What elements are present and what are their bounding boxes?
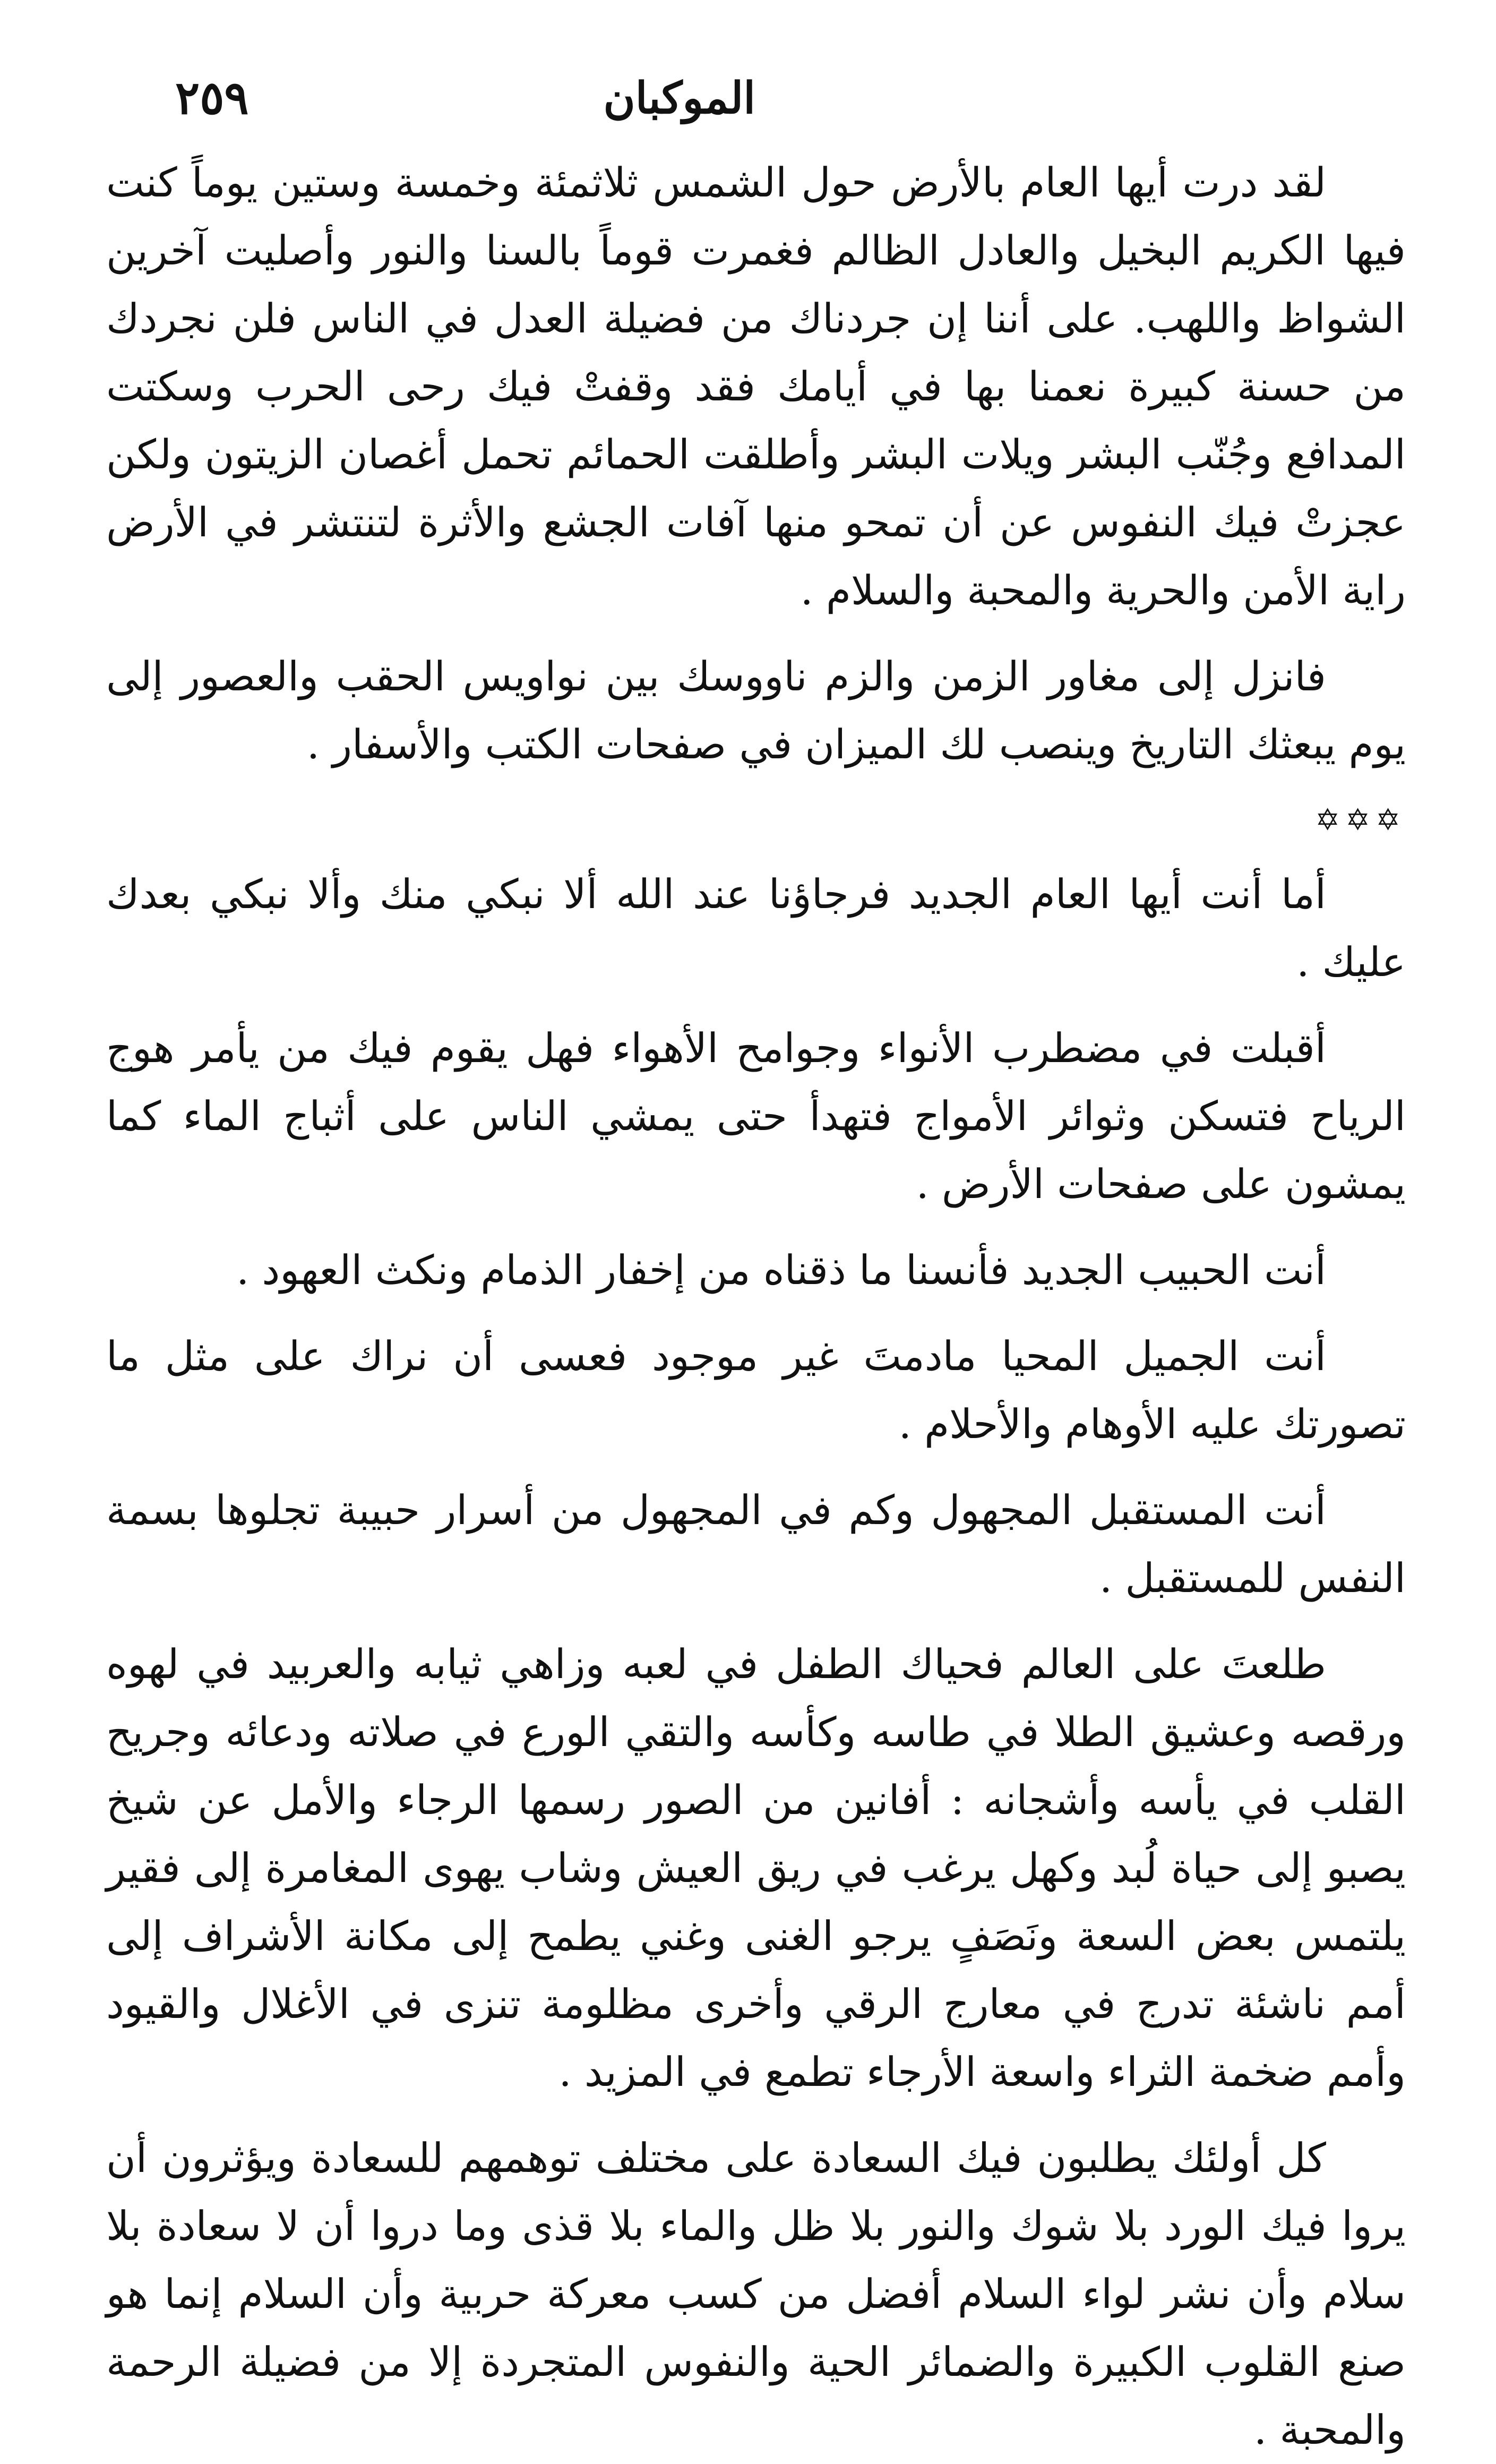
paragraph: أما أنت أيها العام الجديد فرجاؤنا عند الله ألا نبكي منك وألا نبكي بعدك عليك .	[106, 870, 1406, 986]
paragraph: أنت المستقبل المجهول وكم في المجهول من أسرار حبيبة تجلوها بسمة النفس للمستقبل .	[106, 1486, 1406, 1602]
running-header	[106, 69, 1406, 149]
paragraph: أنت الحبيب الجديد فأنسنا ما ذقناه من إخفار الذمام ونكث العهود .	[236, 1246, 1326, 1294]
page-number: ٢٥٩	[175, 71, 249, 125]
paragraph: فانزل إلى مغاور الزمن والزم ناووسك بين نواويس الحقب والعصور إلى يوم يبعثك التاريخ وينصب لك الميزان في صفحات الكتب والأسفار .	[106, 653, 1406, 768]
paragraph: كل أولئك يطلبون فيك السعادة على مختلف توهمهم للسعادة ويؤثرون أن يروا فيك الورد بلا شوك والنور بلا ظل والماء بلا قذى وما دروا أن لا سعادة بلا سلام وأن نشر لواء السلام أفضل من كسب معركة حربية وأن السلام إنما هو صنع القلوب الكبيرة والضمائر الحية والنفوس المتجردة إلا من فضيلة الرحمة والمحبة .	[106, 2134, 1406, 2453]
running-title: الموكبان	[603, 73, 755, 124]
paragraph: أقبلت في مضطرب الأنواء وجوامح الأهواء فهل يقوم فيك من يأمر هوج الرياح فتسكن وثوائر الأمواج فتهدأ حتى يمشي الناس على أثباج الماء كما يمشون على صفحات الأرض .	[106, 1024, 1406, 1208]
paragraph: لقد درت أيها العام بالأرض حول الشمس ثلاثمئة وخمسة وستين يوماً كنت فيها الكريم البخيل والعادل الظالم فغمرت قوماً بالسنا والنور وأصليت آخرين الشواظ واللهب. على أننا إن جردناك من فضيلة العدل في الناس فلن نجردك من حسنة كبيرة نعمنا بها في أيامك فقد وقفتْ فيك رحى الحرب وسكتت المدافع وجُنّب البشر ويلات البشر وأطلقت الحمائم تحمل أغصان الزيتون ولكن عجزتْ فيك النفوس عن أن تمحو منها آفات الجشع والأثرة لتنتشر في الأرض راية الأمن والحرية والمحبة والسلام .	[106, 159, 1406, 614]
section-break-ornament: ✡✡✡	[1315, 803, 1406, 837]
body-text	[106, 149, 1406, 2464]
paragraph: طلعتَ على العالم فحياك الطفل في لعبه وزاهي ثيابه والعربيد في لهوه ورقصه وعشيق الطلا في طاسه وكأسه والتقي الورع في صلاته ودعائه وجريح القلب في يأسه وأشجانه : أفانين من الصور رسمها الرجاء والأمل عن شيخ يصبو إلى حياة لُبد وكهل يرغب في ريق العيش وشاب يهوى المغامرة إلى فقير يلتمس بعض السعة ونَصَفٍ يرجو الغنى وغني يطمح إلى مكانة الأشراف إلى أمم ناشئة تدرج في معارج الرقي وأخرى مظلومة تنزى في الأغلال والقيود وأمم ضخمة الثراء واسعة الأرجاء تطمع في المزيد .	[106, 1640, 1406, 2095]
paragraph: أنت الجميل المحيا مادمتَ غير موجود فعسى أن نراك على مثل ما تصورتك عليه الأوهام والأحلام .	[106, 1332, 1406, 1448]
